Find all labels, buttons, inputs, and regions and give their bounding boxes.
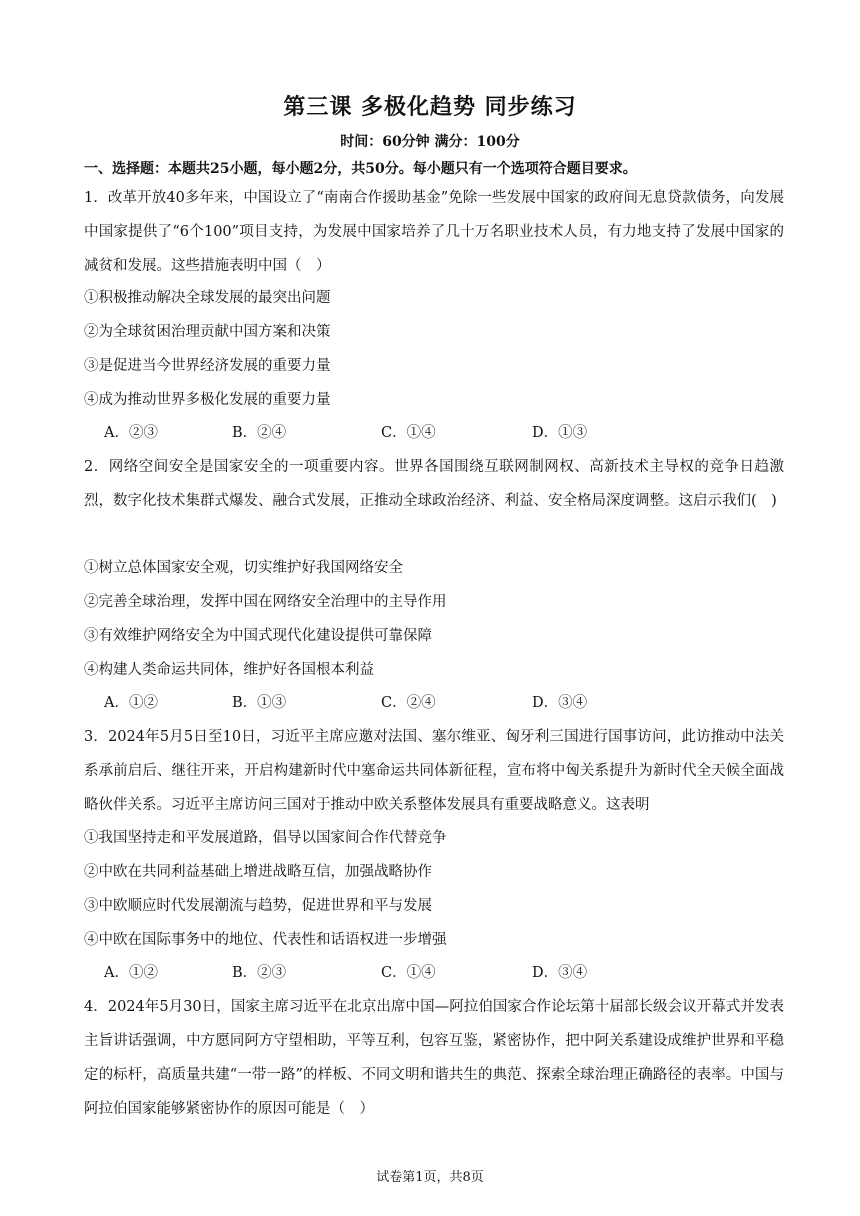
question-1-stem: 1．改革开放40多年来，中国设立了“南南合作援助基金”免除一些发展中国家的政府间无息贷款债务，向发展中国家提供了“6个100”项目支持，为发展中国家培养了几十万名职业技术人员，有力地支持了发展中国家的减贫和发展。这些措施表明中国（ ） [84, 190, 784, 274]
choice-a[interactable]: A．①② [104, 695, 158, 711]
question-3-item-4: ④中欧在国际事务中的地位、代表性和话语权进一步增强 [84, 932, 447, 948]
question-2-item-1: ①树立总体国家安全观，切实维护好我国网络安全 [84, 560, 403, 576]
question-1-item-3: ③是促进当今世界经济发展的重要力量 [84, 358, 331, 374]
page-footer: 试卷第1页，共8页 [376, 1170, 484, 1185]
question-2-choices [104, 693, 784, 713]
exam-time-score: 时间：60分钟 满分：100分 [340, 134, 520, 150]
question-4-stem: 4．2024年5月30日，国家主席习近平在北京出席中国—阿拉伯国家合作论坛第十届部长级会议开幕式并发表主旨讲话强调，中方愿同阿方守望相助，平等互利，包容互鉴，紧密协作，把中阿关系建设成维护世界和平稳定的标杆，高质量共建“一带一路”的样板、不同文明和谐共生的典范、探索全球治理正确路径的表率。中国与阿拉伯国家能够紧密协作的原因可能是（ ） [84, 999, 784, 1117]
question-1-item-2: ②为全球贫困治理贡献中国方案和决策 [84, 324, 331, 340]
section-heading: 一、选择题：本题共25小题，每小题2分，共50分。每小题只有一个选项符合题目要求。 [84, 161, 637, 177]
choice-d[interactable]: D．③④ [532, 965, 588, 981]
question-3-item-3: ③中欧顺应时代发展潮流与趋势，促进世界和平与发展 [84, 898, 432, 914]
choice-c[interactable]: C．①④ [381, 425, 436, 441]
question-2-item-2: ②完善全球治理，发挥中国在网络安全治理中的主导作用 [84, 594, 447, 610]
question-2-stem: 2．网络空间安全是国家安全的一项重要内容。世界各国围绕互联网制网权、高新技术主导权的竞争日趋激烈，数字化技术集群式爆发、融合式发展，正推动全球政治经济、利益、安全格局深度调整。这启示我们( ) [84, 459, 784, 509]
choice-b[interactable]: B．②③ [232, 965, 287, 981]
question-1-choices [104, 423, 784, 443]
question-2-item-3: ③有效维护网络安全为中国式现代化建设提供可靠保障 [84, 628, 432, 644]
question-1-item-1: ①积极推动解决全球发展的最突出问题 [84, 290, 331, 306]
choice-b[interactable]: B．②④ [232, 425, 287, 441]
choice-c[interactable]: C．②④ [381, 695, 436, 711]
question-3-choices [104, 963, 784, 983]
page-title: 第三课 多极化趋势 同步练习 [283, 94, 577, 120]
question-1-item-4: ④成为推动世界多极化发展的重要力量 [84, 392, 331, 408]
choice-d[interactable]: D．①③ [532, 425, 588, 441]
question-3-item-1: ①我国坚持走和平发展道路，倡导以国家间合作代替竞争 [84, 830, 447, 846]
choice-b[interactable]: B．①③ [232, 695, 287, 711]
question-3-item-2: ②中欧在共同利益基础上增进战略互信，加强战略协作 [84, 864, 432, 880]
choice-a[interactable]: A．①② [104, 965, 158, 981]
choice-d[interactable]: D．③④ [532, 695, 588, 711]
question-3-stem: 3．2024年5月5日至10日，习近平主席应邀对法国、塞尔维亚、匈牙利三国进行国事访问，此访推动中法关系承前启后、继往开来，开启构建新时代中塞命运共同体新征程，宣布将中匈关系提升为新时代全天候全面战略伙伴关系。习近平主席访问三国对于推动中欧关系整体发展具有重要战略意义。这表明 [84, 729, 784, 813]
choice-a[interactable]: A．②③ [104, 425, 158, 441]
choice-c[interactable]: C．①④ [381, 965, 436, 981]
question-2-item-4: ④构建人类命运共同体，维护好各国根本利益 [84, 662, 374, 678]
